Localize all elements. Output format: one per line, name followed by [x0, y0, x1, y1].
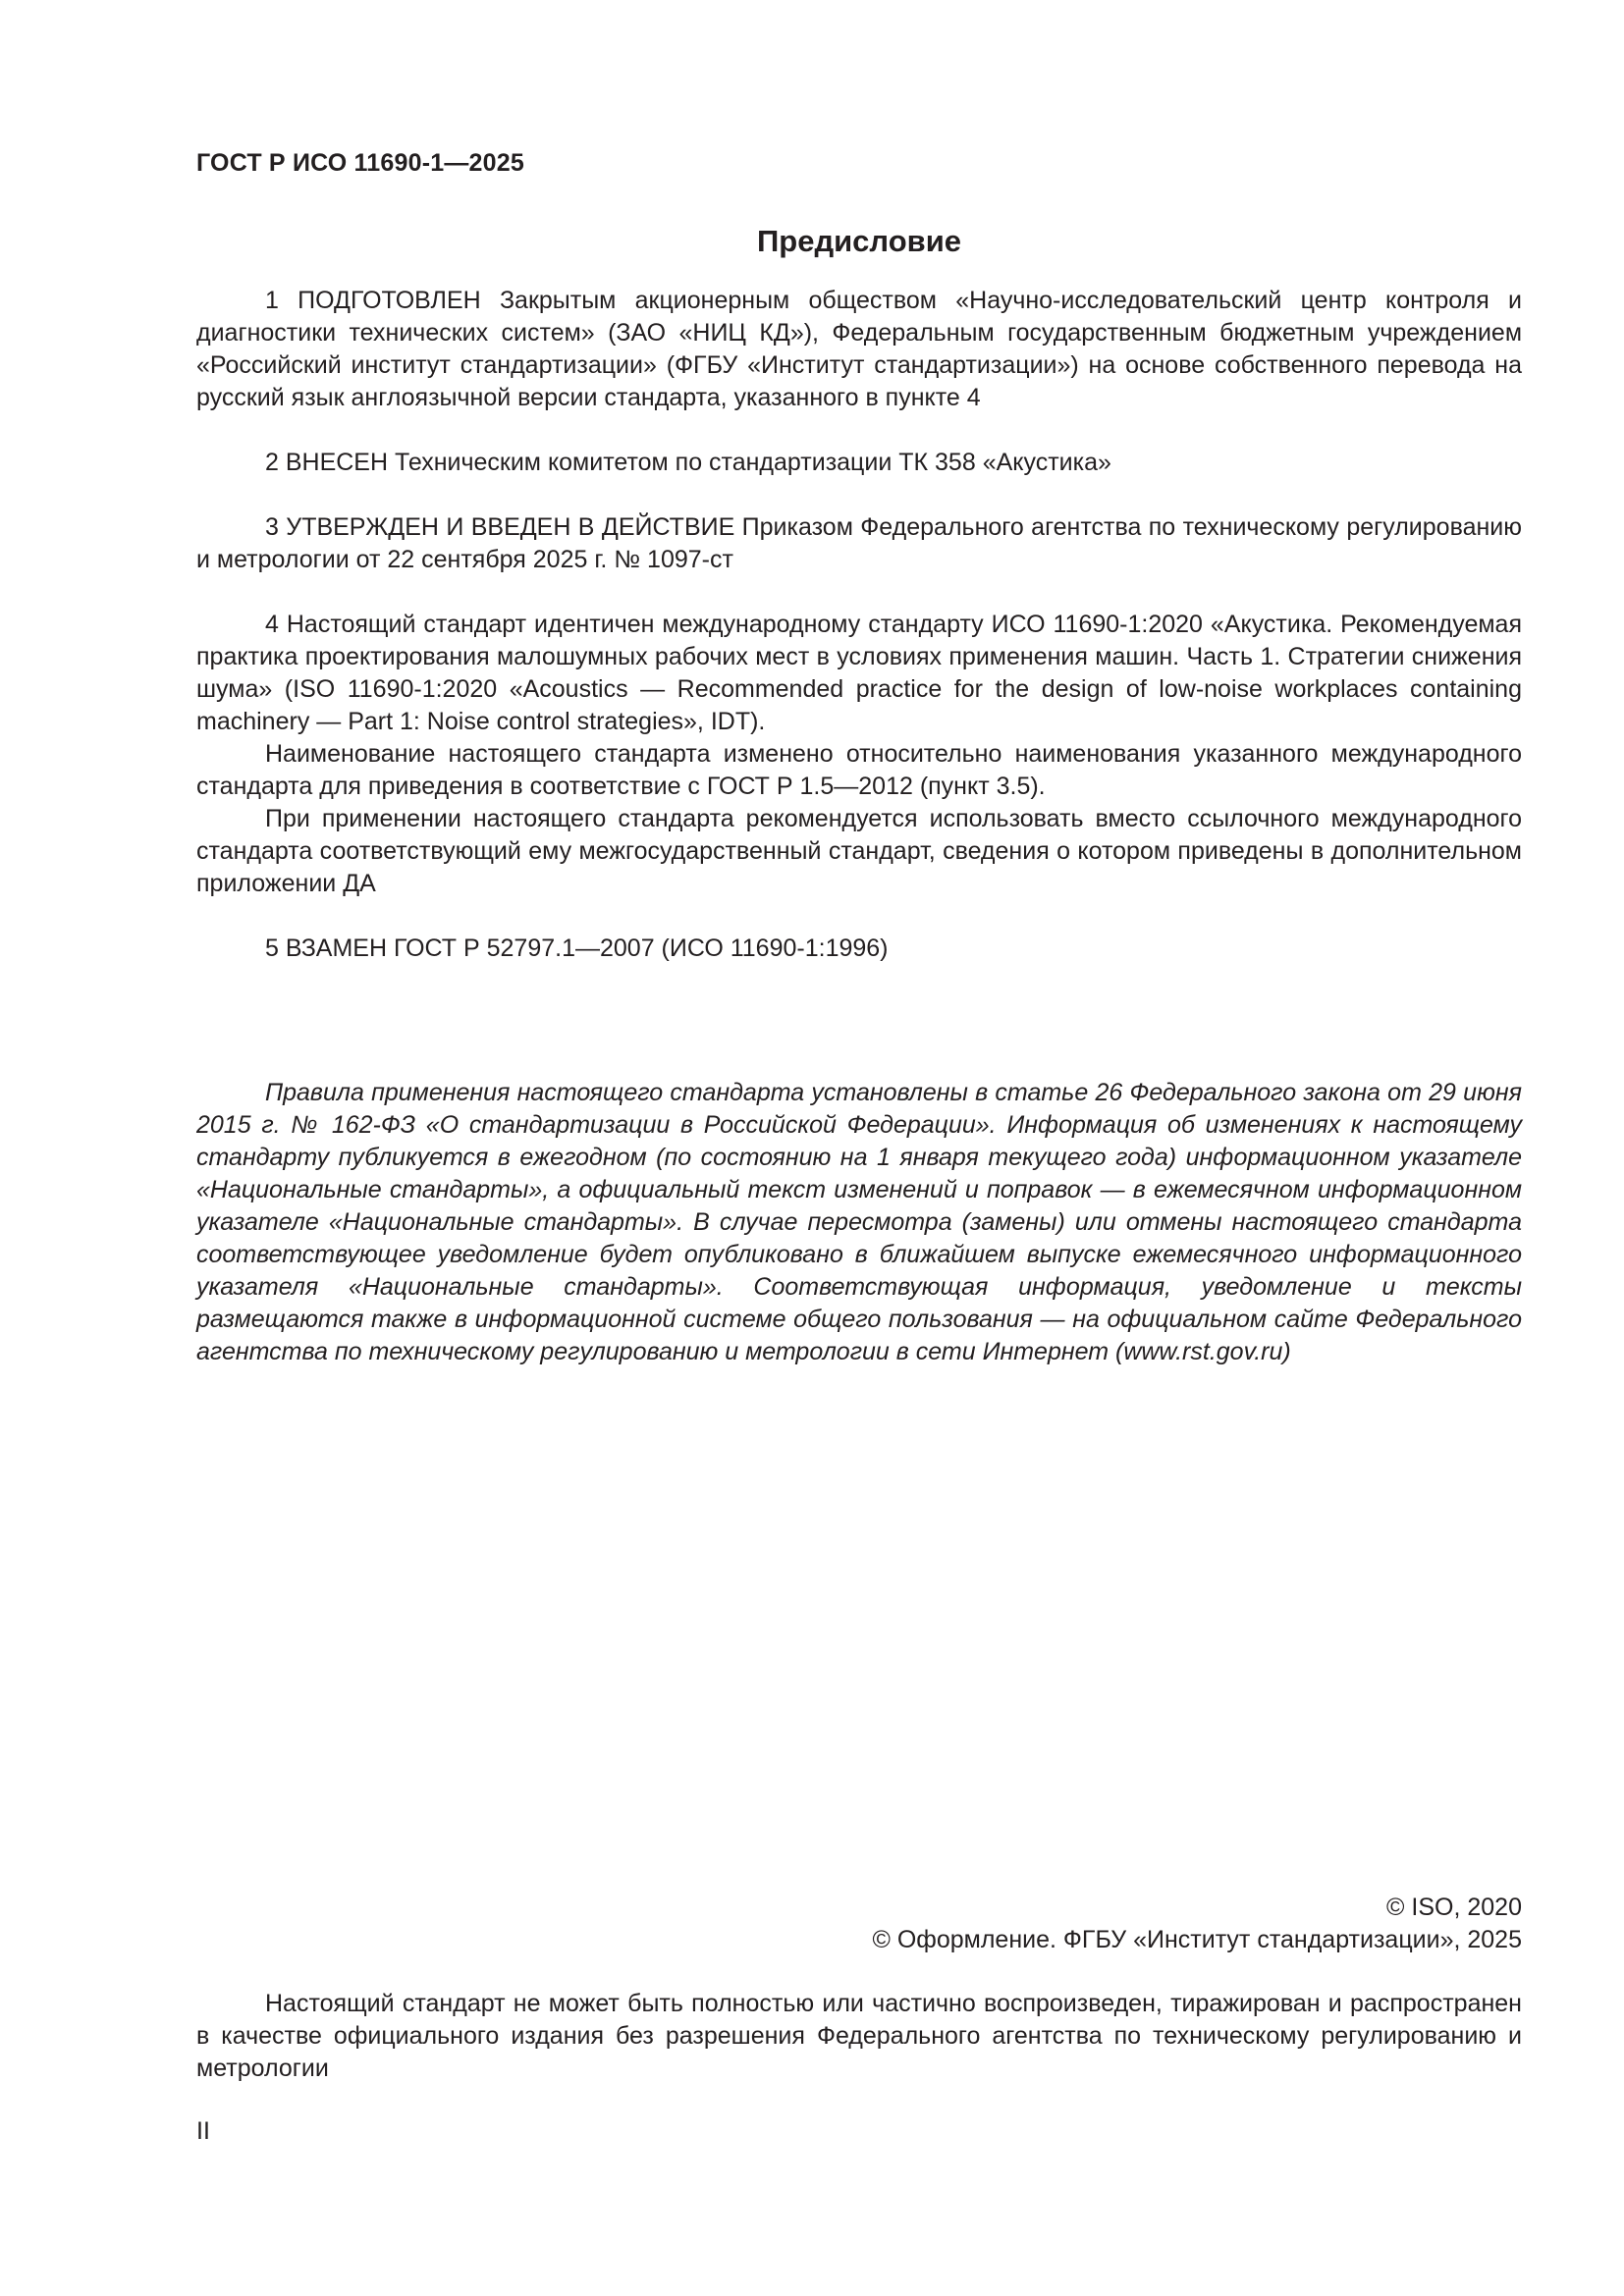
- foreword-body: [196, 285, 1522, 965]
- copyright-iso: © ISO, 2020: [1386, 1894, 1522, 1921]
- item-4-references: При применении настоящего стандарта рекомендуется использовать вместо ссылочного международного стандарта соответствующий ему межгосударственный стандарт, сведения о котором приведены в дополнительном приложении ДА: [196, 805, 1522, 897]
- rules-notice: [196, 1077, 1522, 1368]
- reproduction-notice: [196, 1988, 1522, 2085]
- copyright-block: [196, 1892, 1522, 1956]
- item-4-identical: 4 Настоящий стандарт идентичен международному стандарту ИСО 11690-1:2020 «Акустика. Рекомендуемая практика проектирования малошумных рабочих мест в условиях применения машин. Часть 1. Стратегии снижения шума» (ISO 11690-1:2020 «Acoustics — Recommended practice for the design of low-noise workplaces containing machinery — Part 1: Noise control strategies», IDT).: [196, 611, 1522, 735]
- item-2-introduced: 2 ВНЕСЕН Техническим комитетом по стандартизации ТК 358 «Акустика»: [265, 449, 1111, 476]
- page-number: II: [196, 2117, 210, 2145]
- rules-notice-text: Правила применения настоящего стандарта установлены в статье 26 Федерального закона от 29 июня 2015 г. № 162-ФЗ «О стандартизации в Российской Федерации». Информация об изменениях к настоящему стандарту публикуется в ежегодном (по состоянию на 1 января текущего года) информационном указателе «Национальные стандарты», а официальный текст изменений и поправок — в ежемесячном информационном указателе «Национальные стандарты». В случае пересмотра (замены) или отмены настоящего стандарта соответствующее уведомление будет опубликовано в ближайшем выпуске ежемесячного информационного указателя «Национальные стандарты». Соответствующая информация, уведомление и тексты размещаются также в информационной системе общего пользования — на официальном сайте Федерального агентства по техническому регулированию и метрологии в сети Интернет (www.rst.gov.ru): [196, 1079, 1522, 1365]
- copyright-design: © Оформление. ФГБУ «Институт стандартизации», 2025: [872, 1926, 1522, 1953]
- item-1-prepared: 1 ПОДГОТОВЛЕН Закрытым акционерным обществом «Научно-исследовательский центр контроля и диагностики технических систем» (ЗАО «НИЦ КД»), Федеральным государственным бюджетным учреждением «Российский институт стандартизации» (ФГБУ «Институт стандартизации») на основе собственного перевода на русский язык англоязычной версии стандарта, указанного в пункте 4: [196, 287, 1522, 411]
- item-4-name-change: Наименование настоящего стандарта изменено относительно наименования указанного международного стандарта для приведения в соответствие с ГОСТ Р 1.5—2012 (пункт 3.5).: [196, 740, 1522, 800]
- page-title: Предисловие: [756, 224, 961, 258]
- item-5-replaces: 5 ВЗАМЕН ГОСТ Р 52797.1—2007 (ИСО 11690-1:1996): [265, 934, 889, 962]
- document-code-header: ГОСТ Р ИСО 11690-1—2025: [196, 149, 524, 177]
- reproduction-notice-text: Настоящий стандарт не может быть полностью или частично воспроизведен, тиражирован и распространен в качестве официального издания без разрешения Федерального агентства по техническому регулированию и метрологии: [196, 1990, 1522, 2082]
- item-3-approved: 3 УТВЕРЖДЕН И ВВЕДЕН В ДЕЙСТВИЕ Приказом Федерального агентства по техническому регулированию и метрологии от 22 сентября 2025 г. № 1097-ст: [196, 513, 1522, 573]
